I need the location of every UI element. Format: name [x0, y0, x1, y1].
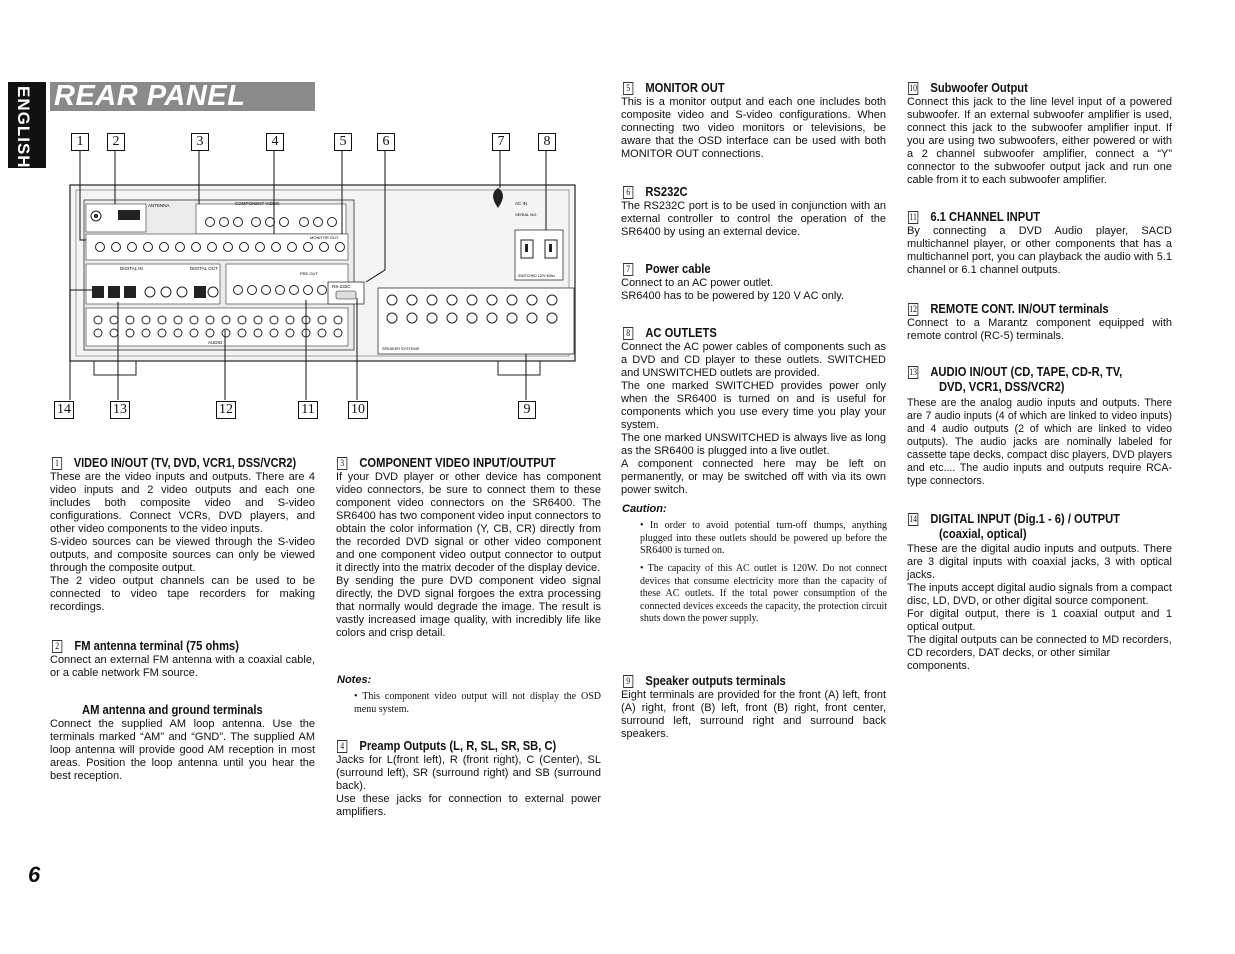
- section-4-title: Preamp Outputs (L, R, SL, SR, SB, C): [359, 738, 557, 753]
- paragraph: A component connected here may be left on permanently, or may be switched off with via its own power switch.: [621, 458, 886, 496]
- paragraph: Connect the AC power cables of components such as a DVD and CD player to these outlets. SWITCHED and UNSWITCHED outlets are provided.: [621, 341, 886, 379]
- section-5-title: MONITOR OUT: [645, 80, 725, 95]
- paragraph: Connect to an AC power outlet.: [621, 277, 774, 289]
- digital-in-label: DIGITAL IN: [120, 266, 143, 271]
- section-3-notes-title: Notes:: [337, 674, 372, 686]
- pre-out-label: PRE OUT: [300, 271, 318, 276]
- section-5-number: 5: [623, 82, 633, 95]
- callout-3: 3: [191, 133, 209, 151]
- callout-12: 12: [216, 401, 236, 419]
- section-13-body: [907, 397, 1172, 488]
- section-11-body: [907, 225, 1172, 277]
- section-6-heading: [623, 184, 688, 199]
- paragraph: SR6400 has to be powered by 120 V AC only.: [621, 290, 844, 302]
- serial-label: SERIAL NO.: [515, 212, 538, 217]
- section-8-caution-1: • In order to avoid potential turn-off thumps, anything plugged into these outlets should be powered up before the SR6400 is turned on.: [640, 520, 887, 556]
- audio-label: AUDIO: [208, 340, 223, 345]
- paragraph: By connecting a DVD Audio player, SACD multichannel player, or other components that has a multichannel port, you can playback the audio with 5.1 channel or 6.1 channel outputs.: [907, 225, 1172, 276]
- callout-1: 1: [71, 133, 89, 151]
- callout-2: 2: [107, 133, 125, 151]
- digital-out-label: DIGITAL OUT: [190, 266, 218, 271]
- paragraph: The 2 video output channels can be used to be connected to video tape recorders for making recordings.: [50, 575, 315, 613]
- section-13-heading: [908, 364, 1122, 394]
- section-3-body: [336, 471, 601, 640]
- paragraph: The one marked UNSWITCHED is always live as long as the SR6400 is plugged into a live outlet.: [621, 432, 886, 457]
- section-9-number: 9: [623, 675, 633, 688]
- section-12-heading: [908, 301, 1109, 316]
- section-13-title-line2: DVD, VCR1, DSS/VCR2): [938, 379, 1065, 394]
- section-4-number: 4: [337, 740, 347, 753]
- section-9-heading: [623, 673, 786, 688]
- section-1-heading: [52, 455, 296, 470]
- paragraph: The digital outputs can be connected to MD recorders, CD recorders, DAT decks, or other similar components.: [907, 634, 1172, 672]
- paragraph: The RS232C port is to be used in conjunction with an external controller to control the operation of the SR6400 by using an external device.: [621, 200, 886, 238]
- callout-11: 11: [298, 401, 318, 419]
- section-12-body: [907, 317, 1172, 343]
- paragraph: For digital output, there is 1 coaxial output and 1 optical output.: [907, 608, 1172, 633]
- section-11-heading: [908, 209, 1040, 224]
- callout-9: 9: [518, 401, 536, 419]
- section-12-number: 12: [909, 304, 918, 314]
- section-4-body: [336, 754, 601, 819]
- section-9-body: [621, 689, 886, 741]
- paragraph: Connect to a Marantz component equipped with remote control (RC-5) terminals.: [907, 317, 1172, 342]
- monitor-out-label: MONITOR OUT: [310, 235, 339, 240]
- section-8-number: 8: [623, 327, 633, 340]
- section-2b-body: [50, 718, 315, 783]
- callout-13: 13: [110, 401, 130, 419]
- outlets-label: SWITCHED 120V 60Hz: [518, 274, 555, 278]
- section-7-number: 7: [623, 263, 633, 276]
- language-label: ENGLISH: [14, 86, 33, 169]
- section-8-title: AC OUTLETS: [645, 325, 717, 340]
- section-6-title: RS232C: [645, 184, 688, 199]
- section-3-heading: [337, 455, 556, 470]
- section-7-body: [621, 277, 886, 303]
- foot-left: [94, 361, 136, 375]
- section-8-caution-2: • The capacity of this AC outlet is 120W. Do not connect devices that consume electricity more than the capacity of these AC outlets. If the total power consumption of the connected devices exceeds the capacity, the protection circuit shuts down the power supply.: [640, 563, 887, 624]
- section-5-heading: [623, 80, 725, 95]
- section-12-title: REMOTE CONT. IN/OUT terminals: [930, 301, 1109, 316]
- paragraph: Connect the supplied AM loop antenna. Use the terminals marked “AM” and “GND”. The supplied AM loop antenna will provide good AM reception in most areas. Position the loop antenna until you hear the best reception.: [50, 718, 315, 782]
- paragraph: Jacks for L(front left), R (front right), C (Center), SL (surround left), SR (surround right) and SB (surround back).: [336, 754, 601, 792]
- section-3-note: • This component video output will not display the OSD menu system.: [354, 691, 601, 715]
- section-10-heading: [908, 80, 1028, 95]
- section-11-number: 11: [909, 212, 917, 222]
- page-title-bar: [50, 82, 315, 111]
- section-8-body: [621, 341, 886, 497]
- section-7-title: Power cable: [645, 261, 711, 276]
- callout-4: 4: [266, 133, 284, 151]
- section-11-title: 6.1 CHANNEL INPUT: [930, 209, 1041, 224]
- section-8-heading: [623, 325, 717, 340]
- paragraph: The inputs accept digital audio signals from a compact disc, LD, DVD, or other digital source component.: [907, 582, 1172, 607]
- section-8-caution-title: Caution:: [622, 503, 667, 515]
- section-3-title: COMPONENT VIDEO INPUT/OUTPUT: [359, 455, 556, 470]
- section-2-title: FM antenna terminal (75 ohms): [74, 638, 239, 653]
- section-6-number: 6: [623, 186, 633, 199]
- section-14-title-line2: (coaxial, optical): [938, 526, 1027, 541]
- page-number: 6: [28, 862, 41, 887]
- paragraph: By sending the pure DVD component video signal directly, the DVD signal forgoes the extra processing that normally would degrade the image. The result is vastly increased image quality, with incredibly life like colors and crisp detail.: [336, 575, 601, 639]
- section-14-title: DIGITAL INPUT (Dig.1 - 6) / OUTPUT: [930, 511, 1121, 526]
- section-2b-title: AM antenna and ground terminals: [82, 702, 263, 717]
- section-2b-heading: [82, 702, 263, 717]
- callout-14: 14: [54, 401, 74, 419]
- section-2-heading: [52, 638, 239, 653]
- section-10-title: Subwoofer Output: [930, 80, 1028, 95]
- callout-7: 7: [492, 133, 510, 151]
- paragraph: These are the analog audio inputs and outputs. There are 7 audio inputs (4 of which are linked to video inputs) and 4 audio outputs (2 of which are linked to video outputs). The audio jacks are nominally labeled for cassette tape decks, compact disc players, DVD players and etc.... The audio inputs and outputs require RCA-type connectors.: [907, 397, 1172, 487]
- section-10-body: [907, 96, 1172, 187]
- section-13-number: 13: [909, 367, 918, 377]
- section-2-number: 2: [52, 640, 62, 653]
- paragraph: Connect this jack to the line level input of a powered subwoofer. If an external subwoofer amplifier is used, connect this jack to the subwoofer amplifier input. If you are using two subwoofers, either powered or with a 2 channel subwoofer amplifier, connect a “Y” connector to the subwoofer output jack and run one cable from it to each subwoofer amplifier.: [907, 96, 1172, 186]
- page-title: REAR PANEL: [54, 80, 246, 112]
- section-10-number: 10: [909, 83, 918, 93]
- paragraph: This is a monitor output and each one includes both composite video and S-video configurations. When connecting two video monitors or televisions, be aware that the OSD interface can be used with both MONITOR OUT connections.: [621, 96, 886, 160]
- callout-10: 10: [348, 401, 368, 419]
- section-14-number: 14: [909, 514, 918, 524]
- section-5-body: [621, 96, 886, 161]
- section-9-title: Speaker outputs terminals: [645, 673, 786, 688]
- ac-in-label: AC IN: [515, 201, 528, 206]
- section-1-number: 1: [52, 457, 62, 470]
- section-14-body: [907, 543, 1172, 673]
- section-13-title: AUDIO IN/OUT (CD, TAPE, CD-R, TV,: [930, 364, 1123, 379]
- component-jacks: [206, 218, 337, 227]
- section-4-heading: [337, 738, 556, 753]
- paragraph: These are the video inputs and outputs. There are 4 video inputs and 2 video outputs and each one includes both composite video and S-video configurations. Connect VCRs, DVD players, and other video components to the video inputs.: [50, 471, 315, 535]
- paragraph: Use these jacks for connection to external power amplifiers.: [336, 793, 601, 818]
- section-14-heading: [908, 511, 1120, 541]
- language-tab: [8, 82, 46, 168]
- section-3-number: 3: [337, 457, 347, 470]
- paragraph: These are the digital audio inputs and outputs. There are 3 digital inputs with coaxial jacks, 3 with optical jacks.: [907, 543, 1172, 581]
- section-2-body: [50, 654, 315, 680]
- callout-8: 8: [538, 133, 556, 151]
- callout-6: 6: [377, 133, 395, 151]
- section-1-title: VIDEO IN/OUT (TV, DVD, VCR1, DSS/VCR2): [73, 455, 297, 470]
- section-1-body: [50, 471, 315, 614]
- speaker-note: SPEAKER SYSTEMS: [382, 347, 420, 351]
- paragraph: The one marked SWITCHED provides power only when the SR6400 is turned on and is useful for components which you use every time you play your system.: [621, 380, 886, 431]
- paragraph: Connect an external FM antenna with a coaxial cable, or a cable network FM source.: [50, 654, 315, 679]
- rear-panel-diagram: [60, 130, 600, 425]
- section-6-body: [621, 200, 886, 239]
- callout-5: 5: [334, 133, 352, 151]
- component-video-label: COMPONENT VIDEO: [235, 201, 280, 206]
- am-terminal: [118, 210, 140, 220]
- section-7-heading: [623, 261, 711, 276]
- antenna-label: ANTENNA: [148, 203, 170, 208]
- rs232c-label: RS-232C: [332, 284, 351, 289]
- paragraph: S-video sources can be viewed through the S-video outputs, and composite sources can only be viewed through the composite output.: [50, 536, 315, 574]
- foot-right: [498, 361, 540, 375]
- paragraph: Eight terminals are provided for the front (A) left, front (A) right, front (B) left, front (B) right, front center, surround left, surround right and surround back speakers.: [621, 689, 886, 740]
- paragraph: If your DVD player or other device has component video connectors, be sure to connect them to these component video connectors on the SR6400. The SR6400 has two component video input connectors to obtain the color information (Y, CB, CR) directly from the recorded DVD signal or other video component and one component video output connector to output it directly into the matrix decoder of the display device.: [336, 471, 601, 574]
